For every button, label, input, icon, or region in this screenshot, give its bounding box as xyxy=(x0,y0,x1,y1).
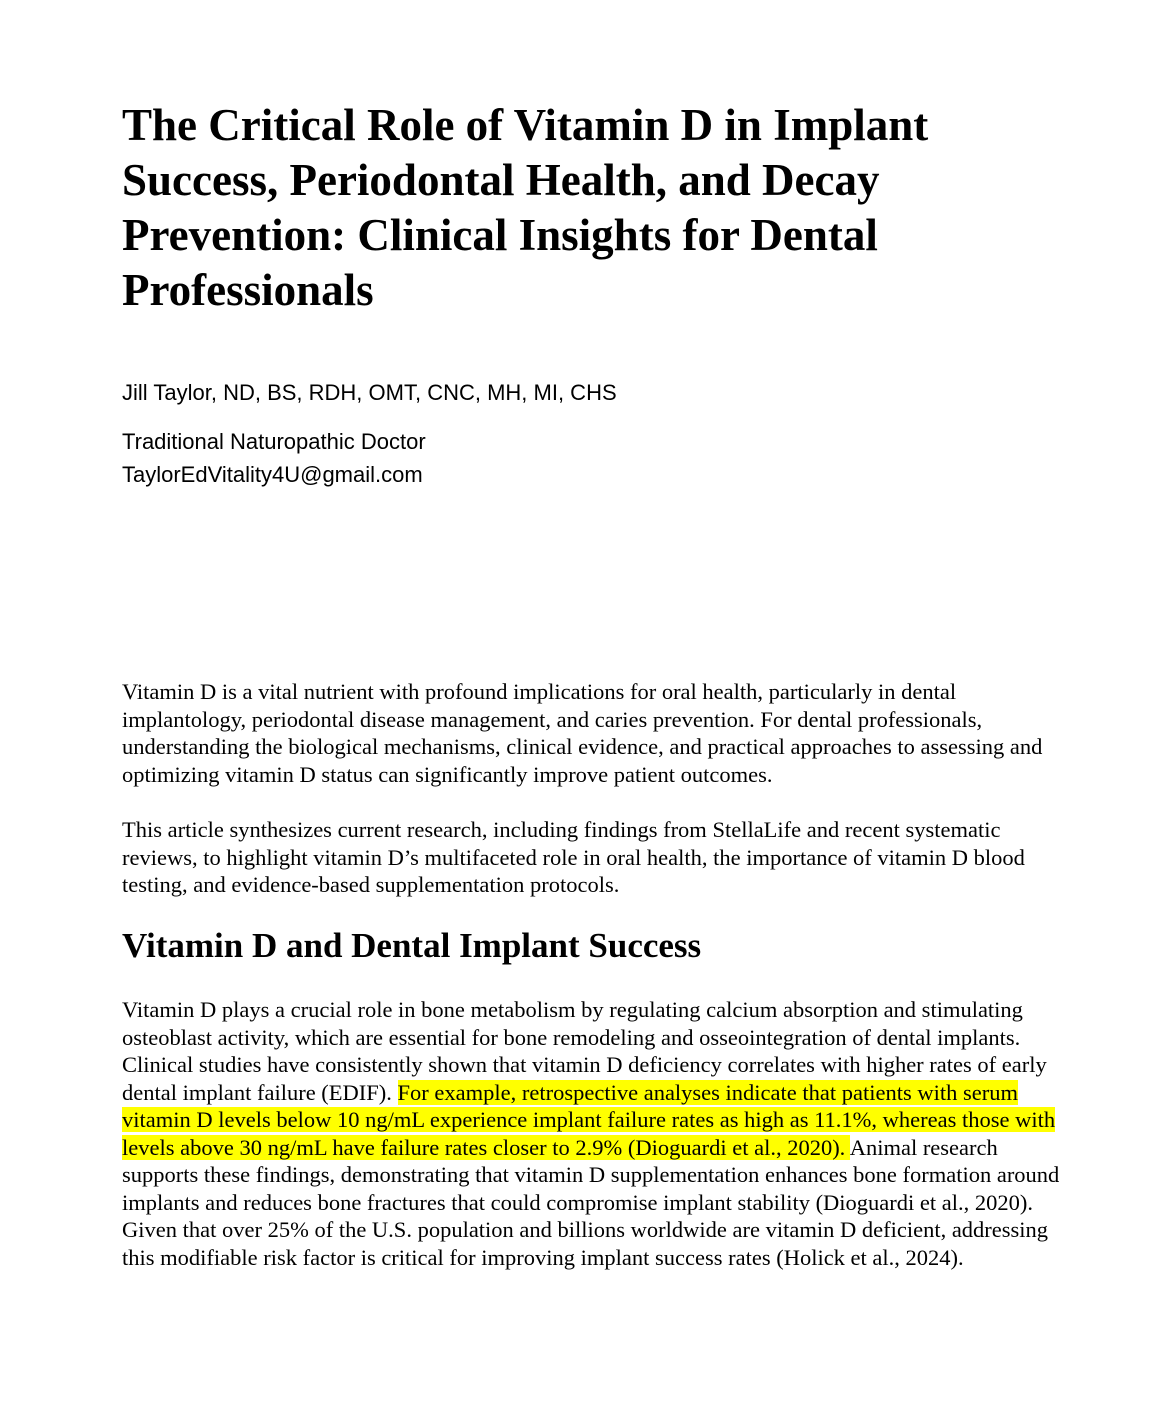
author-email: TaylorEdVitality4U@gmail.com xyxy=(122,462,423,487)
highlighted-text: For example, retrospective analyses indicate that patients with serum vitamin D levels below 10 ng/mL experience implant failure rates as high as 11.1%, whereas those with levels above 30 ng/mL have failure rates closer to 2.9% (Dioguardi et al., 2020). xyxy=(122,1079,1056,1160)
section-paragraph xyxy=(122,996,1062,1271)
paragraph-text-before: Vitamin D plays a crucial role in bone metabolism by regulating calcium absorption and stimulating osteoblast activity, which are essential for bone remodeling and osseointegration of dental implants. Clinical studies have consistently shown that vitamin D deficiency correlates with higher rates of early dental implant failure (EDIF). xyxy=(122,997,1047,1105)
intro-paragraph-2: This article synthesizes current research, including findings from StellaLife and recent systematic reviews, to highlight vitamin D’s multifaceted role in oral health, the importance of vitamin D blood testing, and evidence-based supplementation protocols. xyxy=(122,817,1025,897)
author-role: Traditional Naturopathic Doctor xyxy=(122,429,426,454)
article-title: The Critical Role of Vitamin D in Implant Success, Periodontal Health, and Decay Prevention: Clinical Insights for Dental Professionals xyxy=(122,100,929,315)
author-name: Jill Taylor, ND, BS, RDH, OMT, CNC, MH, MI, CHS xyxy=(122,380,617,405)
intro-paragraph-1: Vitamin D is a vital nutrient with profound implications for oral health, particularly in dental implantology, periodontal disease management, and caries prevention. For dental professionals, understanding the biological mechanisms, clinical evidence, and practical approaches to assessing and optimizing vitamin D status can significantly improve patient outcomes. xyxy=(122,679,1043,787)
section-heading: Vitamin D and Dental Implant Success xyxy=(122,926,702,965)
paragraph-text-after: Animal research supports these findings, demonstrating that vitamin D supplementation enhances bone formation around implants and reduces bone fractures that could compromise implant stability (Dioguardi et al., 2020). Given that over 25% of the U.S. population and billions worldwide are vitamin D deficient, addressing this modifiable risk factor is critical for improving implant success rates (Holick et al., 2024). xyxy=(122,1134,1060,1270)
